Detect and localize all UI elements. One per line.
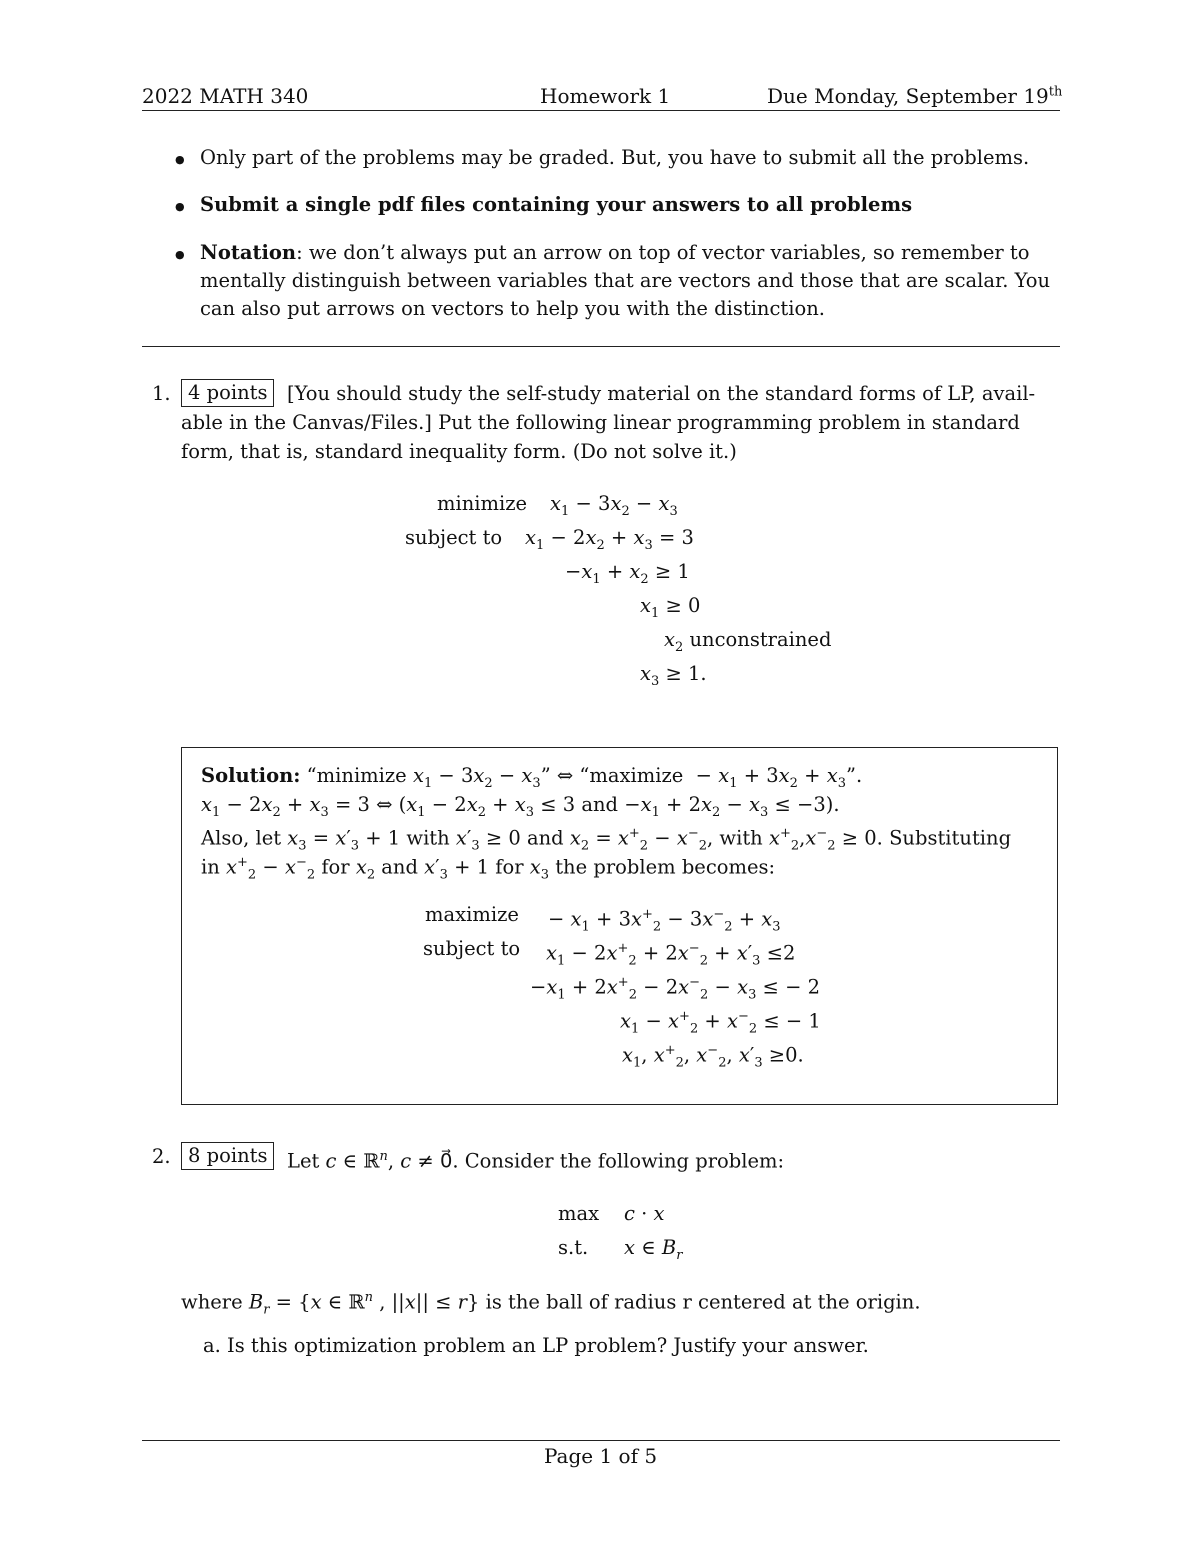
problem-1-line-2: able in the Canvas/Files.] Put the following linear programming problem in standard	[181, 411, 1020, 434]
due-text: Due Monday, September 19	[767, 84, 1049, 108]
and-word: and	[381, 855, 418, 879]
lp-constraint-5: $x_3 \ge 1$.	[640, 662, 707, 689]
becomes-text: the problem becomes:	[555, 855, 776, 879]
notation-line-3: can also put arrows on vectors to help you with the distinction.	[200, 297, 825, 320]
bullet-icon: ●	[175, 248, 185, 261]
where-word: where	[181, 1290, 243, 1314]
bullet-3	[200, 239, 1070, 323]
for-word: for	[321, 855, 350, 879]
and-word: and	[526, 826, 564, 850]
points-box: 8 points	[181, 1142, 274, 1170]
lp-objective: $x_1 - 3x_2 - x_3$	[550, 492, 678, 519]
sol-lp-subject-to-label: subject to	[423, 937, 521, 960]
bullet-2: Submit a single pdf files containing your answers to all problems	[200, 193, 913, 216]
sol-minimize-word: minimize	[316, 764, 407, 787]
p2-where-line: where $B_r = \{x$ ∈ ℝ$^n$ , ||x|| ≤ r} is the ball of radius r centered at the origin.	[181, 1290, 921, 1318]
sol-lp-constraint-3: $x_1 - x^+_2 + x^-_2$ ≤ − 1	[620, 1009, 821, 1037]
bullet-icon: ●	[175, 153, 185, 166]
problem-1-line-1: [You should study the self-study material on the standard forms of LP, avail-	[287, 382, 1036, 405]
sol-lp-objective: − $x_1 + 3x^+_2 - 3x^-_2 + x_3$	[548, 907, 781, 935]
lp-constraint-3: $x_1 \ge 0$	[640, 594, 701, 621]
with-word: with	[406, 826, 450, 850]
problem-2-number: 2.	[152, 1145, 171, 1168]
section-rule	[142, 346, 1060, 347]
lp-subject-to-label: subject to	[405, 526, 503, 549]
lp-minimize-label: minimize	[437, 492, 528, 515]
ball-text: is the ball of radius r centered at the origin.	[485, 1290, 921, 1314]
solution-line-1: Solution: “minimize $x_1 - 3x_2 - x_3$” ⇔ “maximize − $x_1 + 3x_2 + x_3$”.	[201, 764, 863, 791]
p2-objective: c · x	[624, 1202, 665, 1225]
notation-label: Notation	[200, 241, 297, 264]
p2-max-label: max	[558, 1202, 600, 1225]
header-title: Homework 1	[540, 84, 671, 108]
footer-rule	[142, 1440, 1060, 1441]
due-sup: th	[1048, 84, 1063, 100]
notation-line-1: : we don’t always put an arrow on top of vector variables, so remember to	[296, 241, 1030, 264]
also-let-word: Also, let	[201, 826, 282, 850]
for-word: for	[495, 855, 524, 879]
p2-part-a: a. Is this optimization problem an LP problem? Justify your answer.	[203, 1334, 869, 1357]
sol-lp-maximize-label: maximize	[425, 903, 519, 926]
bullet-1: Only part of the problems may be graded. But, you have to submit all the problems.	[200, 146, 1030, 169]
problem-1-number: 1.	[152, 382, 171, 405]
and-word: and	[581, 793, 619, 816]
points-box: 4 points	[181, 379, 274, 407]
problem-2-points	[181, 1142, 274, 1170]
sol-lp-constraint-1: $x_1 - 2x^+_2 + 2x^-_2 + x'_3 \le 2$	[546, 941, 796, 969]
solution-line-3: Also, let $x_3 = x'_3 + 1$ with $x'_3 \ge 0$ and $x_2 = x^+_2 - x^-_2$, with $x^+_2,x^-_2 \ge 0$. Substituting	[201, 826, 1012, 854]
solution-line-4: in $x^+_2 - x^-_2$ for $x_2$ and $x'_3 + 1$ for $x_3$ the problem becomes:	[201, 855, 776, 883]
consider-text: . Consider the following problem:	[452, 1149, 785, 1173]
lp-constraint-2: $-x_1 + x_2 \ge 1$	[565, 560, 690, 587]
header-due	[767, 84, 1062, 108]
problem-1-points	[181, 379, 274, 407]
p2-st-label: s.t.	[558, 1236, 589, 1259]
sol-maximize-word: maximize	[589, 764, 684, 787]
unconstrained-word: unconstrained	[689, 628, 832, 651]
in-word: in	[201, 855, 220, 879]
header-rule	[142, 110, 1060, 111]
p2-constraint: x ∈ $B_r$	[624, 1236, 683, 1263]
lp-constraint-4: $x_2$ unconstrained	[664, 628, 832, 655]
problem-1-line-3: form, that is, standard inequality form. (Do not solve it.)	[181, 440, 737, 463]
bullet-icon: ●	[175, 200, 185, 213]
sol-lp-constraint-4: $x_1$, $x^+_2$, $x^-_2$, $x'_3 \ge 0$.	[622, 1043, 804, 1071]
solution-line-2: $x_1 - 2x_2 + x_3 = 3$ ⇔ ($x_1 - 2x_2 + x_3 \le 3$ and $-x_1 + 2x_2 - x_3 \le -3$).	[201, 793, 840, 820]
header-course: 2022 MATH 340	[142, 84, 309, 108]
problem-2-line-1: Let c ∈ ℝ$^n$, c ≠ 0⃗. Consider the following problem:	[287, 1149, 785, 1173]
with-word: with	[719, 826, 763, 850]
footer-page: Page 1 of 5	[544, 1444, 658, 1468]
solution-label: Solution:	[201, 764, 301, 787]
let-word: Let	[287, 1149, 320, 1173]
substituting-word: . Substituting	[876, 826, 1012, 850]
notation-line-2: mentally distinguish between variables that are vectors and those that are scalar. You	[200, 269, 1051, 292]
sol-lp-constraint-2: $-x_1 + 2x^+_2 - 2x^-_2 - x_3$ ≤ − 2	[530, 975, 821, 1003]
lp-constraint-1: $x_1 - 2x_2 + x_3 = 3$	[525, 526, 694, 553]
